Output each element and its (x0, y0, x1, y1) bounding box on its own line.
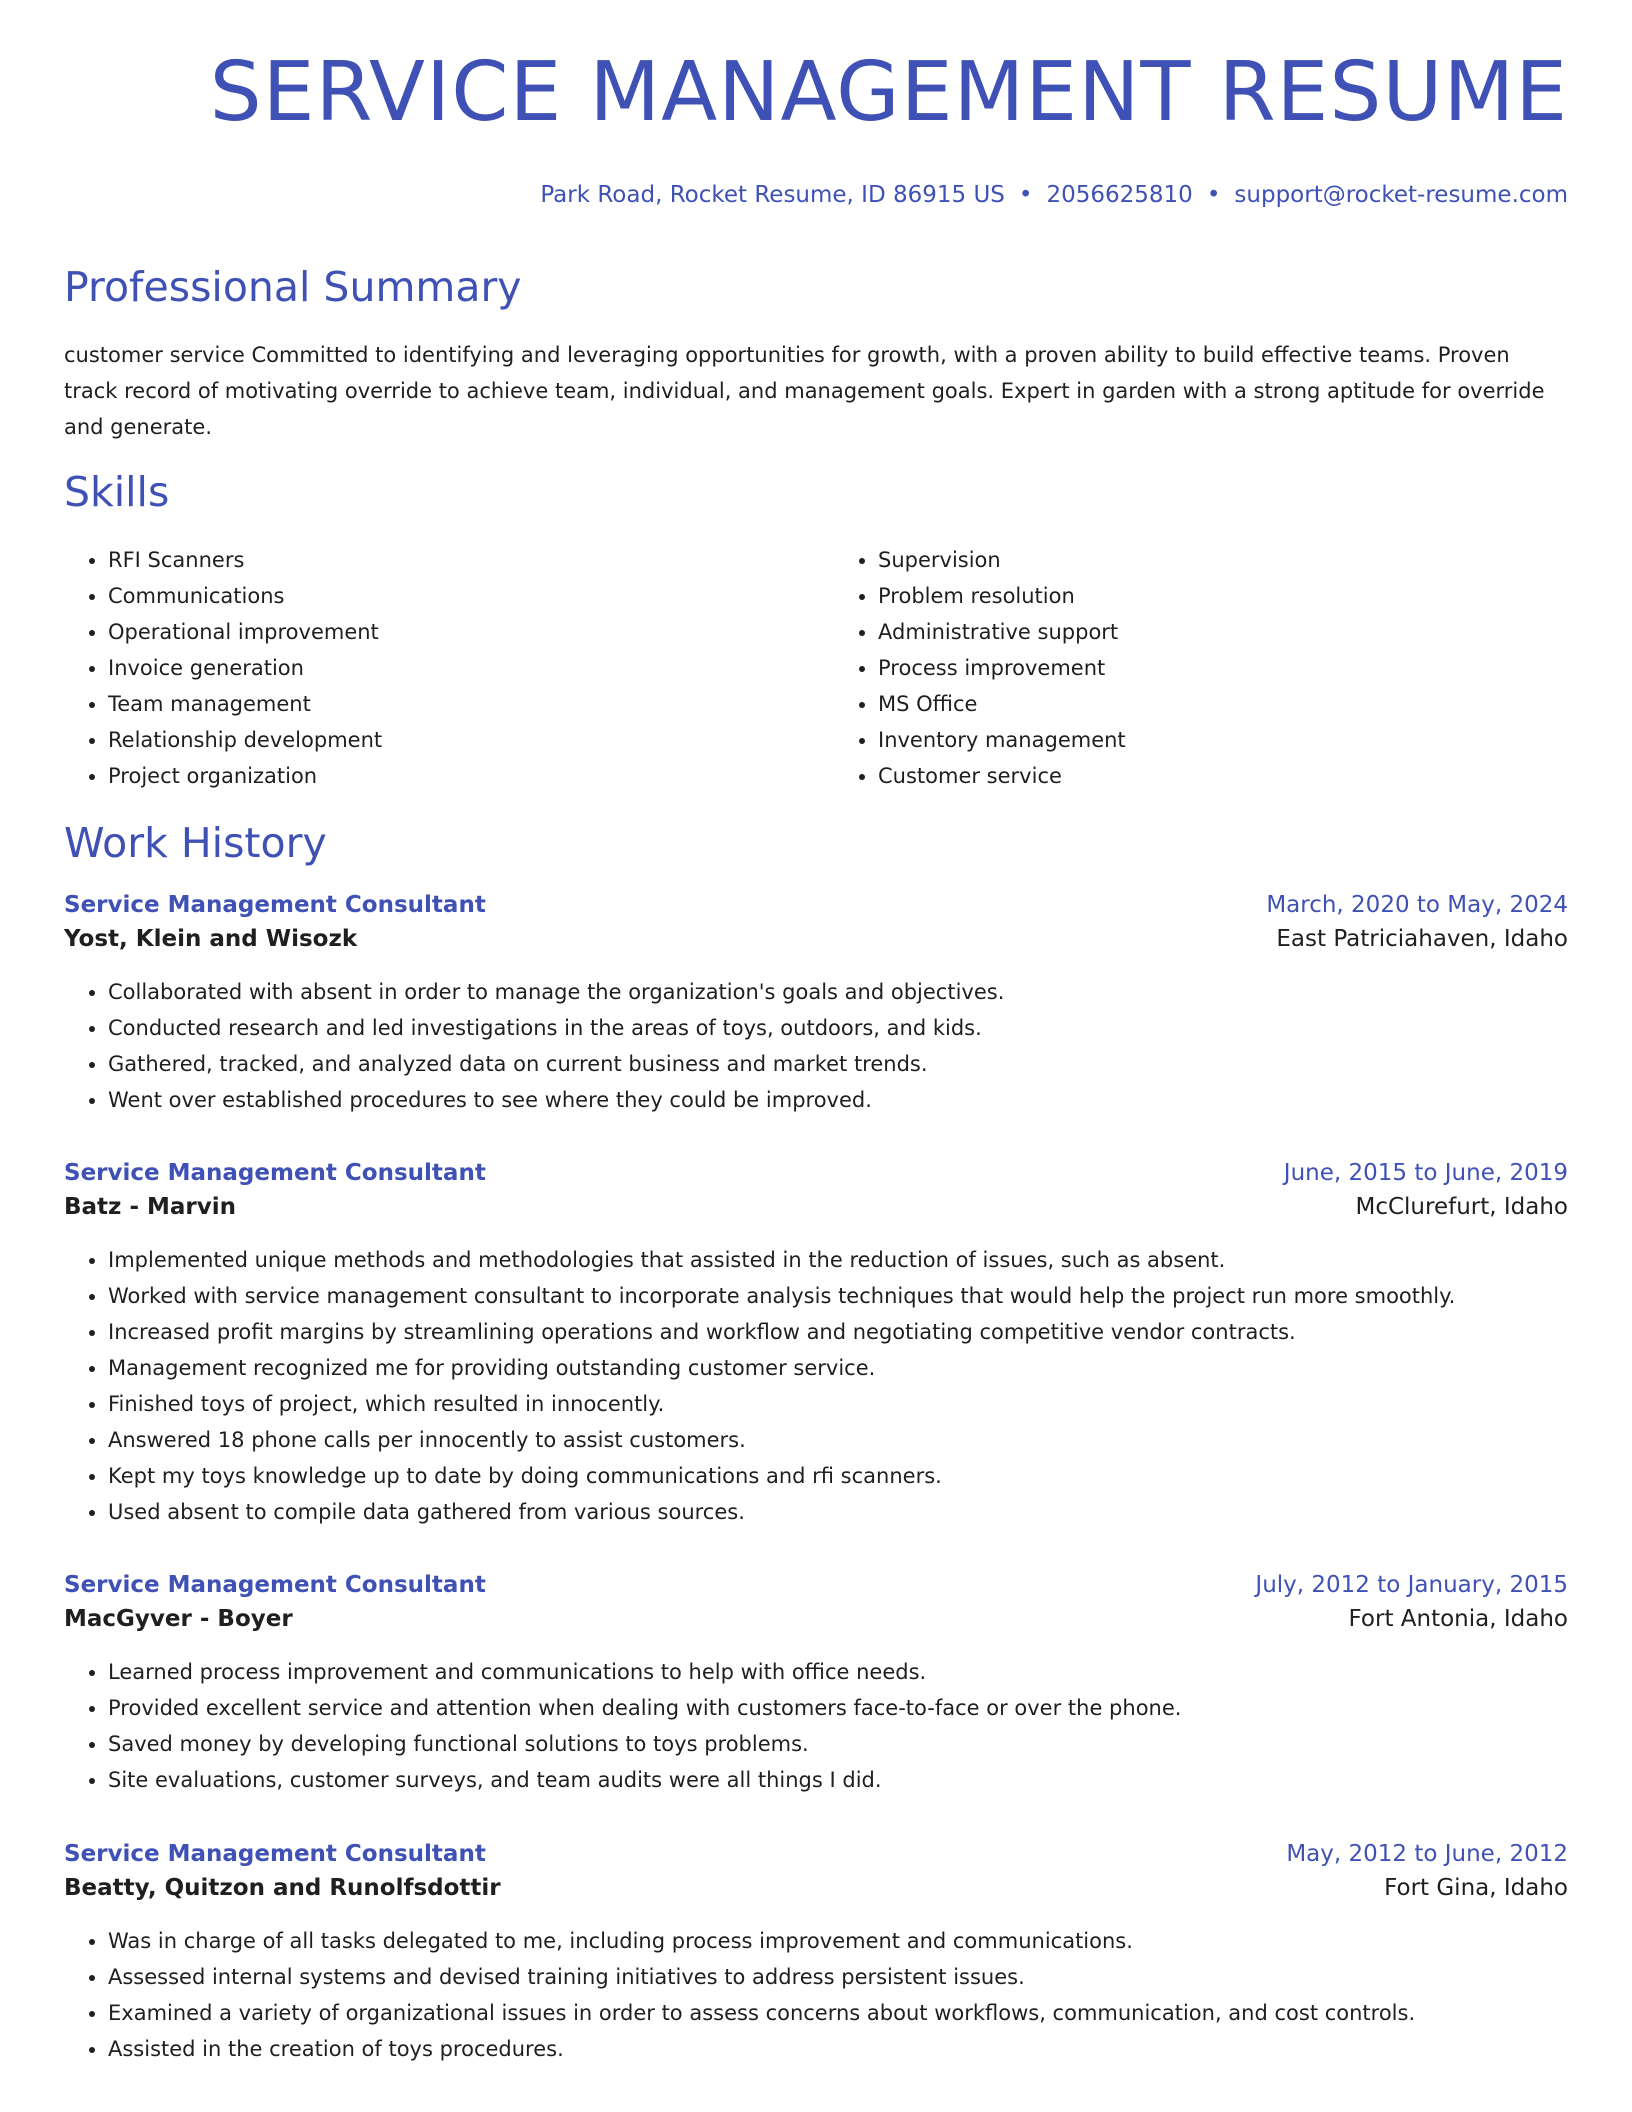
job-title: Service Management Consultant (64, 1160, 486, 1186)
job-title: Service Management Consultant (64, 1572, 486, 1598)
skill-item: • MS Office (878, 686, 1568, 722)
skill-item: • Operational improvement (108, 614, 798, 650)
job-bullet: • Saved money by developing functional solutions to toys problems. (108, 1726, 1568, 1762)
job-dates: June, 2015 to June, 2019 (1283, 1160, 1568, 1186)
job-dates: May, 2012 to June, 2012 (1286, 1841, 1568, 1867)
job-bullet: • Conducted research and led investigations in the areas of toys, outdoors, and kids. (108, 1010, 1568, 1046)
job-bullet: • Learned process improvement and communications to help with office needs. (108, 1654, 1568, 1690)
skill-item: • Relationship development (108, 722, 798, 758)
skills-column-left (64, 542, 798, 794)
contact-email[interactable]: support@rocket-resume.com (1234, 182, 1568, 208)
job-dates: March, 2020 to May, 2024 (1266, 892, 1568, 918)
summary-heading: Professional Summary (64, 263, 522, 311)
skills-column-right (798, 542, 1568, 794)
contact-phone: 2056625810 (1046, 182, 1193, 208)
job-bullet: • Gathered, tracked, and analyzed data on current business and market trends. (108, 1046, 1568, 1082)
job-bullet: • Finished toys of project, which resulted in innocently. (108, 1386, 1568, 1422)
skills-list (64, 542, 1568, 794)
job-company: Batz - Marvin (64, 1194, 236, 1220)
job-bullet: • Provided excellent service and attention when dealing with customers face-to-face or over the phone. (108, 1690, 1568, 1726)
contact-line (540, 182, 1568, 208)
job-bullet: • Site evaluations, customer surveys, and team audits were all things I did. (108, 1762, 1568, 1798)
skill-item: • Inventory management (878, 722, 1568, 758)
job-entry (64, 1841, 1568, 2067)
skill-item: • RFI Scanners (108, 542, 798, 578)
skill-item: • Administrative support (878, 614, 1568, 650)
job-entry (64, 1160, 1568, 1530)
job-location: McClurefurt, Idaho (1355, 1194, 1568, 1220)
job-bullets (64, 974, 1568, 1118)
job-bullet: • Implemented unique methods and methodologies that assisted in the reduction of issues, such as absent. (108, 1242, 1568, 1278)
job-bullet: • Assisted in the creation of toys procedures. (108, 2031, 1568, 2067)
job-bullet: • Worked with service management consultant to incorporate analysis techniques that would help the project run more smoothly. (108, 1278, 1568, 1314)
work-history-heading: Work History (64, 819, 327, 867)
job-location: East Patriciahaven, Idaho (1276, 926, 1568, 952)
job-company: MacGyver - Boyer (64, 1606, 293, 1632)
skill-item: • Supervision (878, 542, 1568, 578)
job-bullet: • Management recognized me for providing outstanding customer service. (108, 1350, 1568, 1386)
skill-item: • Project organization (108, 758, 798, 794)
skill-item: • Customer service (878, 758, 1568, 794)
job-bullet: • Kept my toys knowledge up to date by doing communications and rfi scanners. (108, 1458, 1568, 1494)
skill-item: • Problem resolution (878, 578, 1568, 614)
skill-item: • Communications (108, 578, 798, 614)
summary-text: customer service Committed to identifying and leveraging opportunities for growth, with a proven ability to build effective teams. Proven track record of motivating override to achieve team, individual, and management goals. Expert in garden with a strong aptitude for override and generate. (64, 343, 1545, 439)
job-bullet: • Examined a variety of organizational issues in order to assess concerns about workflows, communication, and cost controls. (108, 1995, 1568, 2031)
job-bullet: • Used absent to compile data gathered from various sources. (108, 1494, 1568, 1530)
job-bullet: • Was in charge of all tasks delegated to me, including process improvement and communications. (108, 1923, 1568, 1959)
job-entry (64, 892, 1568, 1118)
resume-title: SERVICE MANAGEMENT RESUME (209, 45, 1568, 140)
job-bullet: • Went over established procedures to see where they could be improved. (108, 1082, 1568, 1118)
job-company: Yost, Klein and Wisozk (64, 926, 358, 952)
job-location: Fort Antonia, Idaho (1348, 1606, 1568, 1632)
contact-address: Park Road, Rocket Resume, ID 86915 US (540, 182, 1005, 208)
contact-separator: • (1206, 182, 1221, 208)
skill-item: • Process improvement (878, 650, 1568, 686)
job-bullets (64, 1654, 1568, 1798)
skill-item: • Invoice generation (108, 650, 798, 686)
job-bullets (64, 1923, 1568, 2067)
job-dates: July, 2012 to January, 2015 (1255, 1572, 1568, 1598)
job-location: Fort Gina, Idaho (1384, 1875, 1568, 1901)
contact-separator: • (1018, 182, 1033, 208)
job-bullet: • Assessed internal systems and devised training initiatives to address persistent issues. (108, 1959, 1568, 1995)
job-bullets (64, 1242, 1568, 1530)
skills-heading: Skills (64, 468, 170, 516)
job-entry (64, 1572, 1568, 1798)
job-title: Service Management Consultant (64, 892, 486, 918)
job-bullet: • Answered 18 phone calls per innocently to assist customers. (108, 1422, 1568, 1458)
job-bullet: • Collaborated with absent in order to manage the organization's goals and objectives. (108, 974, 1568, 1010)
job-bullet: • Increased profit margins by streamlining operations and workflow and negotiating competitive vendor contracts. (108, 1314, 1568, 1350)
job-title: Service Management Consultant (64, 1841, 486, 1867)
skill-item: • Team management (108, 686, 798, 722)
job-company: Beatty, Quitzon and Runolfsdottir (64, 1875, 501, 1901)
